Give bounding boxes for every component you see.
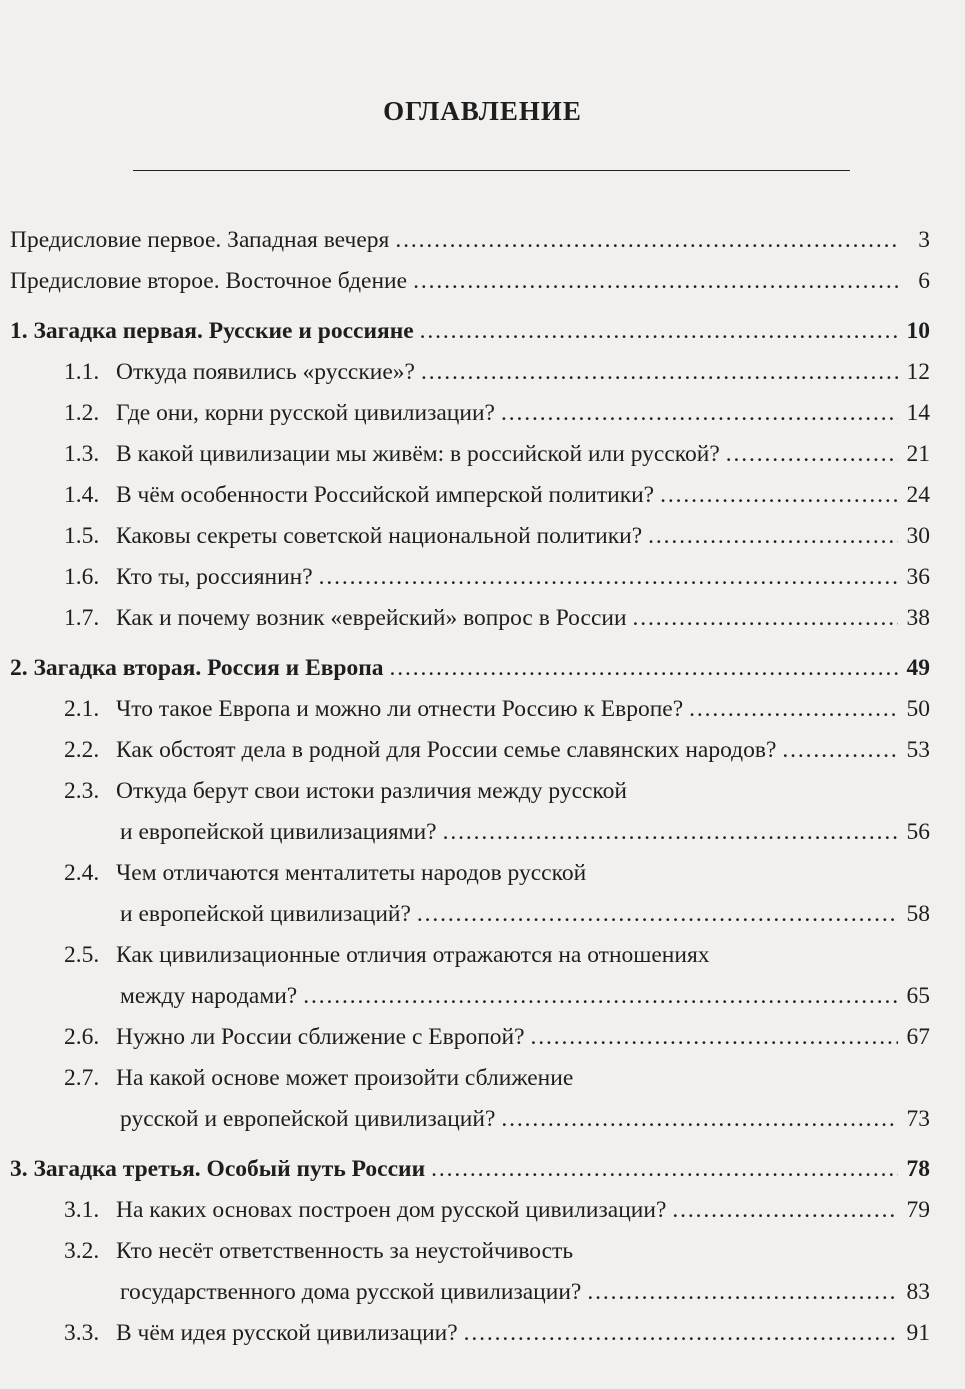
title-divider [133, 170, 850, 171]
toc-subsection-entry[interactable] [10, 771, 930, 853]
toc-entry-number: 2.5. [64, 942, 100, 968]
toc-entry-number: 1.5. [64, 523, 100, 549]
toc-entry-title: 3. Загадка третья. Особый путь России [10, 1156, 426, 1182]
toc-page-number: 83 [906, 1279, 930, 1305]
table-of-contents [10, 220, 930, 1354]
leader-dots [417, 894, 898, 935]
toc-entry-number: 1.4. [64, 482, 100, 508]
toc-page-number: 38 [906, 605, 930, 631]
toc-entry-title: На какой основе может произойти сближение [116, 1065, 574, 1091]
toc-page-number: 91 [906, 1320, 930, 1346]
toc-subsection-entry[interactable] [10, 1231, 930, 1313]
toc-entry-title: Откуда берут свои истоки различия между русской [116, 778, 627, 804]
toc-entry-number: 2.7. [64, 1065, 100, 1091]
toc-section-entry[interactable] [10, 311, 930, 352]
toc-subsection-entry[interactable] [10, 1190, 930, 1231]
toc-entry-title: Нужно ли России сближение с Европой? [116, 1024, 525, 1050]
leader-dots [726, 434, 898, 475]
toc-subsection-entry[interactable] [10, 689, 930, 730]
toc-entry-title: 2. Загадка вторая. Россия и Европа [10, 655, 384, 681]
toc-entry-number: 2.3. [64, 778, 100, 804]
toc-entry-number: 1.7. [64, 605, 100, 631]
toc-entry-title-continued: между народами? [120, 983, 298, 1009]
toc-page-number: 56 [906, 819, 930, 845]
toc-page-number: 79 [906, 1197, 930, 1223]
toc-preface-entry[interactable] [10, 220, 930, 261]
toc-entry-title: В чём особенности Российской имперской политики? [116, 482, 655, 508]
toc-entry-number: 2.1. [64, 696, 100, 722]
toc-entry-title: Как и почему возник «еврейский» вопрос в России [116, 605, 627, 631]
leader-dots [648, 516, 898, 557]
toc-entry-title: На каких основах построен дом русской цивилизации? [116, 1197, 667, 1223]
toc-subsection-entry[interactable] [10, 434, 930, 475]
toc-entry-title: Где они, корни русской цивилизации? [116, 400, 495, 426]
leader-dots [501, 1099, 898, 1140]
leader-dots [395, 220, 898, 261]
toc-entry-title-continued: и европейской цивилизациями? [120, 819, 437, 845]
toc-page-number: 49 [906, 655, 930, 681]
leader-dots [531, 1017, 898, 1058]
page-title: ОГЛАВЛЕНИЕ [383, 96, 582, 126]
toc-entry-title: В чём идея русской цивилизации? [116, 1320, 458, 1346]
leader-dots [782, 730, 898, 771]
leader-dots [660, 475, 898, 516]
toc-page-number: 78 [906, 1156, 930, 1182]
toc-subsection-entry[interactable] [10, 475, 930, 516]
toc-entry-title: Что такое Европа и можно ли отнести Россию к Европе? [116, 696, 684, 722]
toc-entry-title: Предисловие первое. Западная вечеря [10, 227, 390, 253]
toc-page-number: 65 [906, 983, 930, 1009]
toc-section-entry[interactable] [10, 648, 930, 689]
leader-dots [689, 689, 898, 730]
toc-entry-title: Откуда появились «русские»? [116, 359, 415, 385]
leader-dots [587, 1272, 898, 1313]
toc-preface-entry[interactable] [10, 261, 930, 302]
toc-subsection-entry[interactable] [10, 598, 930, 639]
toc-entry-title: Каковы секреты советской национальной политики? [116, 523, 643, 549]
toc-subsection-entry[interactable] [10, 853, 930, 935]
toc-subsection-entry[interactable] [10, 1313, 930, 1354]
toc-page-number: 53 [906, 737, 930, 763]
toc-subsection-entry[interactable] [10, 730, 930, 771]
toc-entry-number: 1.2. [64, 400, 100, 426]
toc-entry-title: В какой цивилизации мы живём: в российской или русской? [116, 441, 720, 467]
leader-dots [672, 1190, 898, 1231]
leader-dots [420, 311, 898, 352]
leader-dots [413, 261, 898, 302]
toc-entry-title: Как цивилизационные отличия отражаются на отношениях [116, 942, 710, 968]
toc-subsection-entry[interactable] [10, 1017, 930, 1058]
toc-page-number: 58 [906, 901, 930, 927]
toc-page-number: 14 [906, 400, 930, 426]
toc-entry-title: 1. Загадка первая. Русские и россияне [10, 318, 414, 344]
toc-page-number: 67 [906, 1024, 930, 1050]
toc-page-number: 50 [906, 696, 930, 722]
toc-page-number: 6 [918, 268, 930, 294]
toc-entry-number: 1.6. [64, 564, 100, 590]
leader-dots [464, 1313, 898, 1354]
toc-entry-title: Предисловие второе. Восточное бдение [10, 268, 408, 294]
toc-page-number: 36 [906, 564, 930, 590]
leader-dots [633, 598, 898, 639]
toc-entry-title: Кто несёт ответственность за неустойчивость [116, 1238, 574, 1264]
toc-page-number: 24 [906, 482, 930, 508]
toc-subsection-entry[interactable] [10, 935, 930, 1017]
toc-page-number: 73 [906, 1106, 930, 1132]
toc-entry-title: Кто ты, россиянин? [116, 564, 313, 590]
toc-entry-number: 2.4. [64, 860, 100, 886]
toc-subsection-entry[interactable] [10, 393, 930, 434]
toc-page-number: 21 [906, 441, 930, 467]
toc-page-number: 10 [906, 318, 930, 344]
toc-subsection-entry[interactable] [10, 557, 930, 598]
toc-page-number: 12 [906, 359, 930, 385]
leader-dots [501, 393, 898, 434]
toc-entry-number: 2.6. [64, 1024, 100, 1050]
leader-dots [421, 352, 898, 393]
toc-subsection-entry[interactable] [10, 352, 930, 393]
toc-entry-title: Чем отличаются менталитеты народов русской [116, 860, 587, 886]
toc-entry-number: 3.2. [64, 1238, 100, 1264]
toc-entry-number: 2.2. [64, 737, 100, 763]
leader-dots [443, 812, 898, 853]
toc-entry-number: 3.1. [64, 1197, 100, 1223]
toc-entry-number: 3.3. [64, 1320, 100, 1346]
leader-dots [390, 648, 898, 689]
toc-subsection-entry[interactable] [10, 516, 930, 557]
leader-dots [431, 1149, 898, 1190]
leader-dots [319, 557, 898, 598]
leader-dots [303, 976, 898, 1017]
toc-entry-title-continued: и европейской цивилизаций? [120, 901, 411, 927]
toc-section-entry[interactable] [10, 1149, 930, 1190]
toc-entry-title-continued: русской и европейской цивилизаций? [120, 1106, 496, 1132]
toc-entry-title: Как обстоят дела в родной для России семье славянских народов? [116, 737, 777, 763]
toc-entry-number: 1.3. [64, 441, 100, 467]
toc-page-number: 3 [918, 227, 930, 253]
toc-entry-title-continued: государственного дома русской цивилизации? [120, 1279, 582, 1305]
toc-subsection-entry[interactable] [10, 1058, 930, 1140]
toc-page-number: 30 [906, 523, 930, 549]
toc-entry-number: 1.1. [64, 359, 100, 385]
